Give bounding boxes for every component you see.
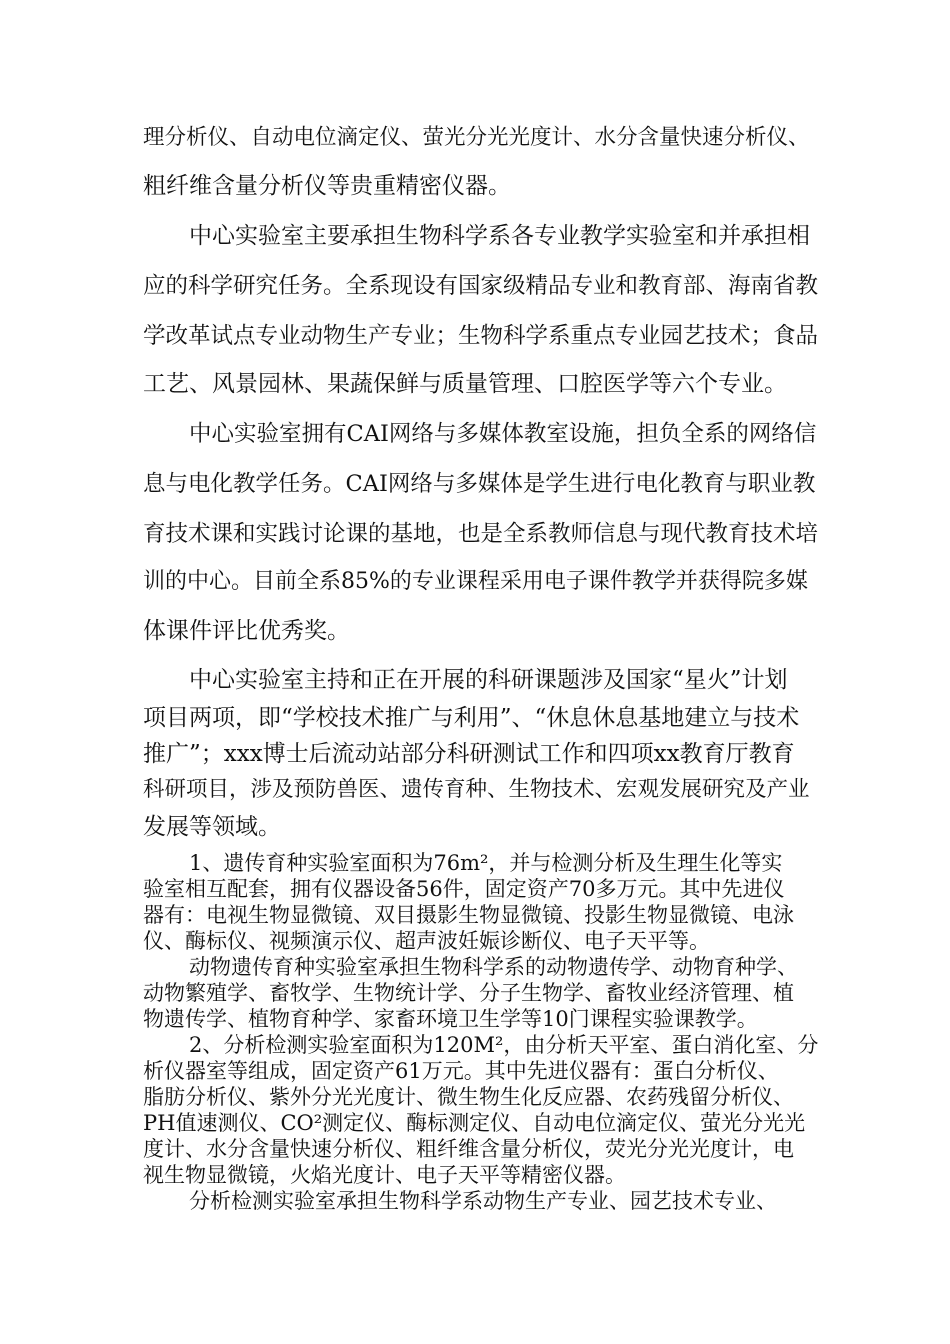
- text-line: 育技术课和实践讨论课的基地，也是全系教师信息与现代教育技术培: [143, 521, 819, 547]
- text-line: 学改革试点专业动物生产专业；生物科学系重点专业园艺技术；食品: [143, 323, 819, 349]
- text-line: 仪、酶标仪、视频演示仪、超声波妊娠诊断仪、电子天平等。: [143, 929, 710, 953]
- text-line: PH值速测仪、CO²测定仪、酶标测定仪、自动电位滴定仪、萤光分光光: [143, 1111, 806, 1135]
- text-line: 中心实验室主要承担生物科学系各专业教学实验室和并承担相: [189, 223, 810, 249]
- text-line: 科研项目，涉及预防兽医、遗传育种、生物技术、宏观发展研究及产业: [143, 777, 810, 802]
- text-line: 训的中心。目前全系85%的专业课程采用电子课件教学并获得院多媒: [143, 569, 808, 594]
- text-line: 中心实验室主持和正在开展的科研课题涉及国家“星火”计划: [189, 667, 788, 693]
- text-line: 器有：电视生物显微镜、双目摄影生物显微镜、投影生物显微镜、电泳: [143, 903, 794, 927]
- text-line: 分析检测实验室承担生物科学系动物生产专业、园艺技术专业、: [189, 1189, 777, 1213]
- text-line: 工艺、风景园林、果蔬保鲜与质量管理、口腔医学等六个专业。: [143, 371, 787, 397]
- text-line: 体课件评比优秀奖。: [143, 618, 350, 644]
- text-line: 息与电化教学任务。CAI网络与多媒体是学生进行电化教育与职业教: [143, 471, 816, 497]
- text-line: 脂肪分析仪、紫外分光光度计、微生物生化反应器、农药残留分析仪、: [143, 1085, 794, 1109]
- text-line: 发展等领域。: [143, 814, 281, 840]
- text-line: 度计、水分含量快速分析仪、粗纤维含量分析仪，荧光分光光度计，电: [143, 1137, 794, 1161]
- text-line: 物遗传学、植物育种学、家畜环境卫生学等10门课程实验课教学。: [143, 1007, 758, 1031]
- text-line: 应的科学研究任务。全系现设有国家级精品专业和教育部、海南省教: [143, 273, 819, 299]
- text-line: 动物遗传育种实验室承担生物科学系的动物遗传学、动物育种学、: [189, 955, 798, 979]
- text-line: 理分析仪、自动电位滴定仪、萤光分光光度计、水分含量快速分析仪、: [143, 125, 810, 150]
- text-line: 中心实验室拥有CAI网络与多媒体教室设施，担负全系的网络信: [189, 421, 817, 447]
- text-line: 项目两项，即“学校技术推广与利用”、“休息休息基地建立与技术: [143, 705, 800, 731]
- text-line: 动物繁殖学、畜牧学、生物统计学、分子生物学、畜牧业经济管理、植: [143, 981, 794, 1005]
- text-line: 析仪器室等组成，固定资产61万元。其中先进仪器有：蛋白分析仪、: [143, 1059, 779, 1083]
- text-line: 推广”；xxx博士后流动站部分科研测试工作和四项xx教育厅教育: [143, 741, 795, 767]
- text-line: 粗纤维含量分析仪等贵重精密仪器。: [143, 173, 511, 199]
- text-line: 视生物显微镜，火焰光度计、电子天平等精密仪器。: [143, 1163, 626, 1187]
- text-line: 1、遗传育种实验室面积为76m²，并与检测分析及生理生化等实: [189, 851, 783, 875]
- text-line: 验室相互配套，拥有仪器设备56件，固定资产70多万元。其中先进仪: [143, 877, 785, 901]
- text-line: 2、分析检测实验室面积为120M²，由分析天平室、蛋白消化室、分: [189, 1033, 819, 1057]
